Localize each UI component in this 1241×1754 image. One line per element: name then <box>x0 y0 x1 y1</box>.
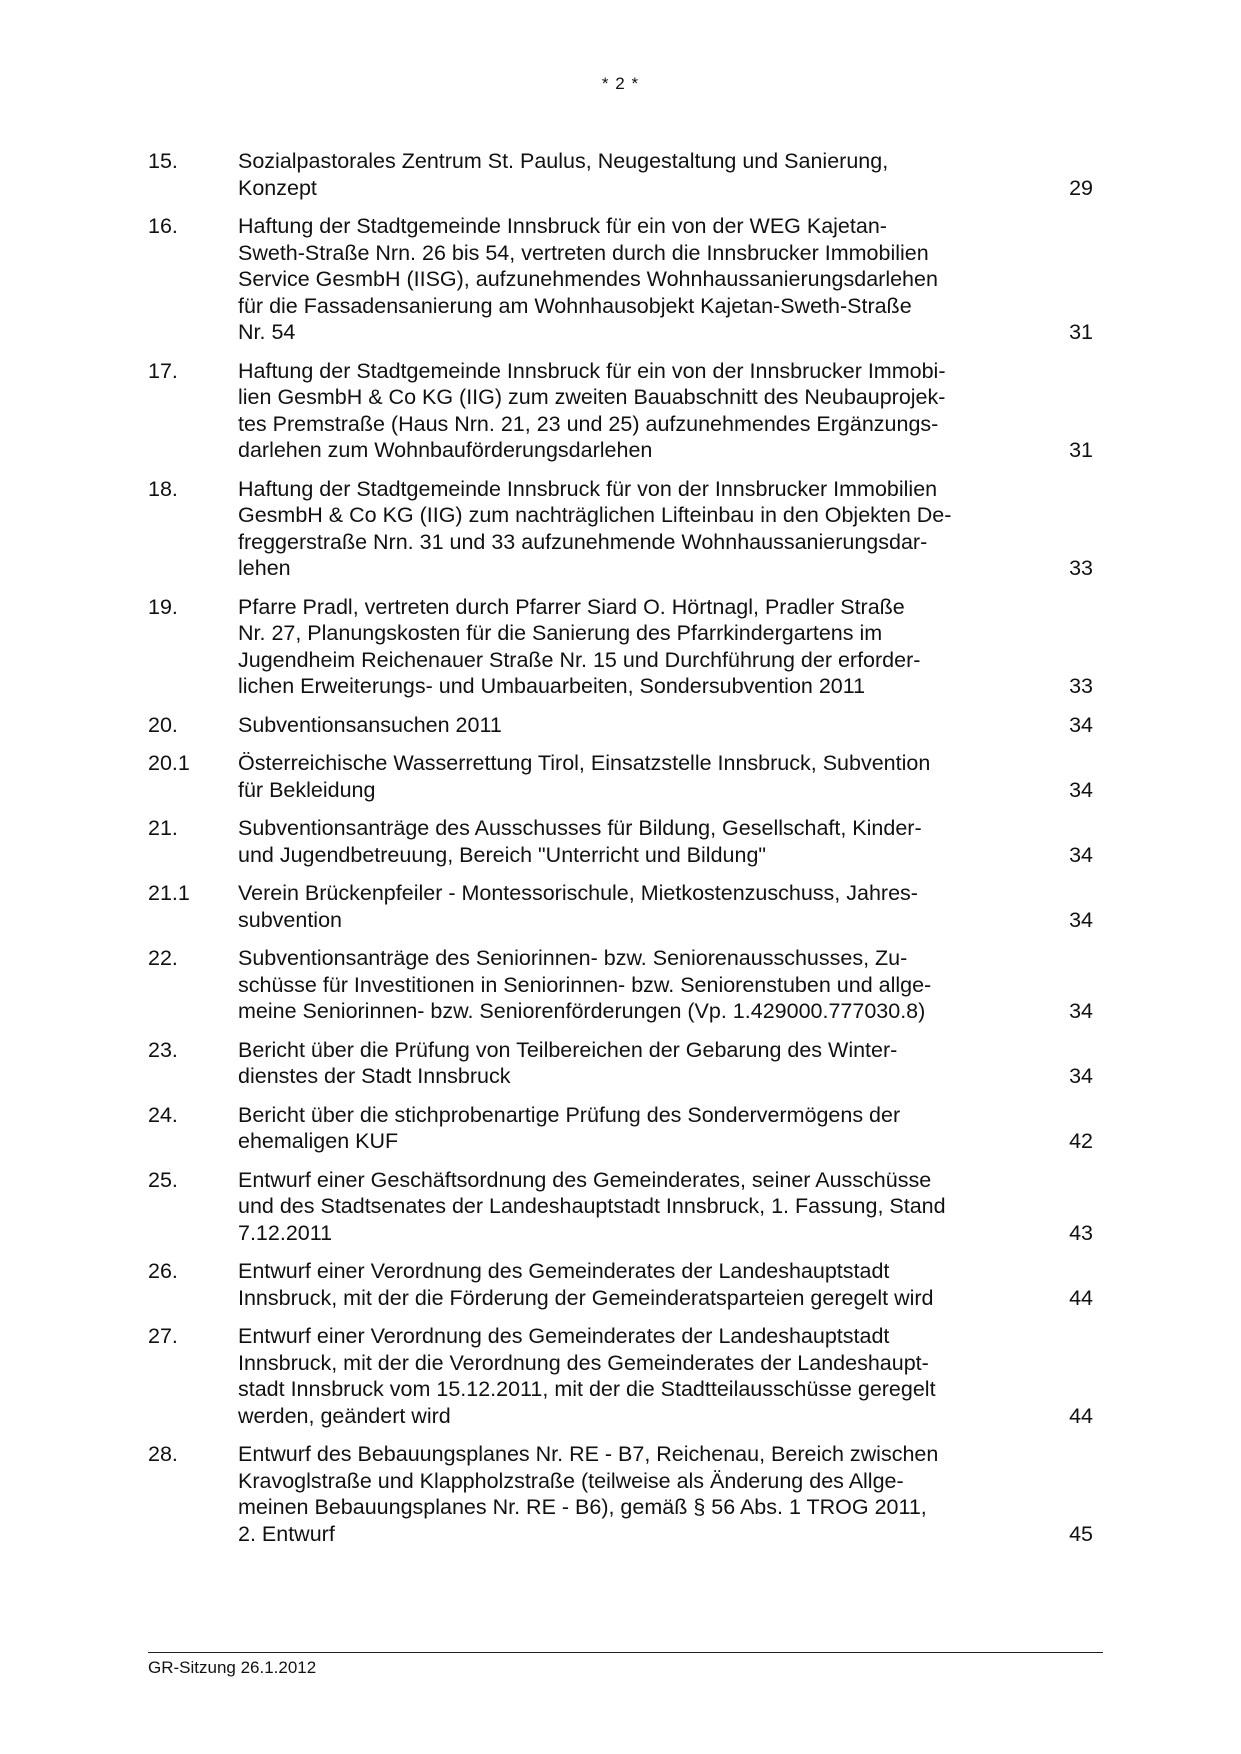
toc-entry-title-line: Konzept <box>238 175 317 200</box>
toc-entry-title-line: werden, geändert wird <box>238 1403 451 1428</box>
toc-entry-title-line: Subventionsansuchen 2011 <box>238 712 502 737</box>
toc-entry-title-line: schüsse für Investitionen in Seniorinnen- bzw. Seniorenstuben und allge- <box>238 972 932 997</box>
toc-entry-page: 34 <box>1069 842 1093 867</box>
toc-entry <box>148 1167 1093 1247</box>
toc-entry-number: 19. <box>148 594 178 619</box>
toc-entry-title-line: Verein Brückenpfeiler - Montessorischule, Mietkostenzuschuss, Jahres- <box>238 881 918 905</box>
toc-entry-title-line: Entwurf einer Geschäftsordnung des Gemeinderates, seiner Ausschüsse <box>238 1167 932 1192</box>
toc-entry-page: 42 <box>1069 1129 1093 1153</box>
toc-entry-title-line: Subventionsanträge des Ausschusses für Bildung, Gesellschaft, Kinder- <box>238 816 922 840</box>
toc-entry-title <box>238 148 1018 201</box>
toc-entry-title-line: Jugendheim Reichenauer Straße Nr. 15 und Durchführung der erforder- <box>238 647 921 672</box>
toc-entry-page: 34 <box>1069 712 1093 737</box>
toc-entry-number: 25. <box>148 1167 178 1192</box>
toc-entry-title-line: freggerstraße Nrn. 31 und 33 aufzunehmende Wohnhaussanierungsdar- <box>238 529 928 554</box>
toc-entry-title-line: 2. Entwurf <box>238 1521 335 1546</box>
toc-entry-title <box>238 476 1018 582</box>
toc-entry-title-line: und des Stadtsenates der Landeshauptstadt Innsbruck, 1. Fassung, Stand <box>238 1194 946 1218</box>
toc-entry-title-line: 7.12.2011 <box>238 1220 333 1245</box>
toc-entry-title-line: Entwurf einer Verordnung des Gemeinderates der Landeshauptstadt <box>238 1324 890 1348</box>
toc-entry-title-line: tes Premstraße (Haus Nrn. 21, 23 und 25) aufzunehmendes Ergänzungs- <box>238 411 939 436</box>
toc-entry-page: 33 <box>1069 674 1093 698</box>
toc-entry-title <box>238 594 1018 700</box>
toc-entry-title <box>238 945 1018 1025</box>
toc-entry-title-line: Innsbruck, mit der die Verordnung des Gemeinderates der Landeshaupt- <box>238 1350 929 1375</box>
toc-entry <box>148 1441 1093 1547</box>
toc-entry-number: 27. <box>148 1324 178 1348</box>
table-of-contents <box>148 148 1093 1559</box>
toc-entry <box>148 1323 1093 1429</box>
page-number: * 2 * <box>601 74 640 93</box>
toc-entry <box>148 945 1093 1025</box>
toc-entry-page: 29 <box>1069 175 1093 200</box>
toc-entry <box>148 476 1093 582</box>
toc-entry-title-line: lehen <box>238 556 291 580</box>
toc-entry-title <box>238 358 1018 464</box>
toc-entry-page: 34 <box>1069 999 1093 1023</box>
toc-entry-title <box>238 1441 1018 1547</box>
toc-entry-title-line: Service GesmbH (IISG), aufzunehmendes Wohnhaussanierungsdarlehen <box>238 267 938 291</box>
toc-entry-number: 21.1 <box>148 881 190 905</box>
toc-entry-title-line: meinen Bebauungsplanes Nr. RE - B6), gemäß § 56 Abs. 1 TROG 2011, <box>238 1495 927 1519</box>
toc-entry-title <box>238 750 1018 803</box>
toc-entry <box>148 712 1093 739</box>
toc-entry-number: 24. <box>148 1102 178 1127</box>
toc-entry-title-line: ehemaligen KUF <box>238 1129 399 1153</box>
toc-entry-number: 15. <box>148 149 178 173</box>
toc-entry <box>148 148 1093 201</box>
toc-entry-page: 34 <box>1069 1064 1093 1088</box>
toc-entry-title <box>238 1167 1018 1247</box>
toc-entry-number: 21. <box>148 816 178 840</box>
toc-entry-title-line: Entwurf einer Verordnung des Gemeinderates der Landeshauptstadt <box>238 1259 890 1283</box>
toc-entry-title <box>238 1323 1018 1429</box>
footer-session-date: GR-Sitzung 26.1.2012 <box>148 1658 317 1677</box>
toc-entry-title-line: für Bekleidung <box>238 777 376 802</box>
toc-entry-title-line: Innsbruck, mit der die Förderung der Gemeinderatsparteien geregelt wird <box>238 1285 934 1310</box>
toc-entry-title-line: Österreichische Wasserrettung Tirol, Einsatzstelle Innsbruck, Subvention <box>238 751 931 775</box>
toc-entry <box>148 594 1093 700</box>
toc-entry-title-line: Bericht über die Prüfung von Teilbereichen der Gebarung des Winter- <box>238 1037 898 1062</box>
toc-entry-number: 18. <box>148 476 178 501</box>
toc-entry-title-line: lien GesmbH & Co KG (IIG) zum zweiten Bauabschnitt des Neubauprojek- <box>238 385 946 409</box>
toc-entry-number: 28. <box>148 1442 178 1466</box>
toc-entry-title-line: Pfarre Pradl, vertreten durch Pfarrer Siard O. Hörtnagl, Pradler Straße <box>238 594 905 619</box>
toc-entry-title-line: subvention <box>238 907 342 932</box>
toc-entry-title-line: Sweth-Straße Nrn. 26 bis 54, vertreten durch die Innsbrucker Immobilien <box>238 240 929 265</box>
toc-entry-title-line: GesmbH & Co KG (IIG) zum nachträglichen Lifteinbau in den Objekten De- <box>238 503 952 527</box>
toc-entry-number: 20.1 <box>148 751 190 775</box>
toc-entry-title-line: lichen Erweiterungs- und Umbauarbeiten, Sondersubvention 2011 <box>238 674 866 698</box>
toc-entry <box>148 1037 1093 1090</box>
toc-entry-number: 20. <box>148 712 178 737</box>
toc-entry-title-line: Sozialpastorales Zentrum St. Paulus, Neugestaltung und Sanierung, <box>238 149 889 173</box>
toc-entry-number: 22. <box>148 946 178 970</box>
toc-entry-title <box>238 213 1018 346</box>
toc-entry-title-line: Entwurf des Bebauungsplanes Nr. RE - B7, Reichenau, Bereich zwischen <box>238 1442 939 1466</box>
toc-entry <box>148 815 1093 868</box>
toc-entry-title-line: Haftung der Stadtgemeinde Innsbruck für ein von der WEG Kajetan- <box>238 214 887 238</box>
toc-entry-title-line: und Jugendbetreuung, Bereich "Unterricht und Bildung" <box>238 842 767 867</box>
toc-entry-number: 26. <box>148 1259 178 1283</box>
toc-entry-title-line: Haftung der Stadtgemeinde Innsbruck für ein von der Innsbrucker Immobi- <box>238 358 946 383</box>
toc-entry-page: 43 <box>1069 1220 1093 1245</box>
toc-entry-page: 33 <box>1069 556 1093 580</box>
toc-entry-number: 16. <box>148 214 178 238</box>
toc-entry-title-line: Nr. 27, Planungskosten für die Sanierung des Pfarrkindergartens im <box>238 621 883 645</box>
toc-entry-page: 31 <box>1069 320 1093 344</box>
toc-entry <box>148 1102 1093 1155</box>
toc-entry-page: 34 <box>1069 907 1093 932</box>
toc-entry-page: 44 <box>1069 1285 1093 1310</box>
toc-entry-page: 44 <box>1069 1403 1093 1428</box>
footer-divider <box>148 1652 1103 1653</box>
toc-entry <box>148 358 1093 464</box>
toc-entry <box>148 750 1093 803</box>
toc-entry-title-line: darlehen zum Wohnbauförderungsdarlehen <box>238 438 653 462</box>
toc-entry-title-line: Subventionsanträge des Seniorinnen- bzw. Seniorenausschusses, Zu- <box>238 946 908 970</box>
toc-entry-title <box>238 1102 1018 1155</box>
toc-entry-page: 34 <box>1069 777 1093 802</box>
toc-entry-page: 31 <box>1069 438 1093 462</box>
toc-entry-title <box>238 1258 1018 1311</box>
toc-entry-title-line: Haftung der Stadtgemeinde Innsbruck für von der Innsbrucker Immobilien <box>238 476 938 501</box>
toc-entry-title <box>238 1037 1018 1090</box>
toc-entry-title-line: meine Seniorinnen- bzw. Seniorenförderungen (Vp. 1.429000.777030.8) <box>238 999 926 1023</box>
toc-entry-number: 17. <box>148 358 178 383</box>
toc-entry-title-line: Bericht über die stichprobenartige Prüfung des Sondervermögens der <box>238 1102 901 1127</box>
toc-entry-title-line: Kravoglstraße und Klappholzstraße (teilweise als Änderung des Allge- <box>238 1468 904 1493</box>
toc-entry-title-line: Nr. 54 <box>238 320 296 344</box>
toc-entry-title-line: dienstes der Stadt Innsbruck <box>238 1064 511 1088</box>
toc-entry-page: 45 <box>1069 1521 1093 1546</box>
toc-entry <box>148 213 1093 346</box>
toc-entry <box>148 1258 1093 1311</box>
toc-entry-title <box>238 880 1018 933</box>
toc-entry-title <box>238 712 1018 739</box>
toc-entry-title-line: stadt Innsbruck vom 15.12.2011, mit der die Stadtteilausschüsse geregelt <box>238 1377 936 1401</box>
toc-entry <box>148 880 1093 933</box>
toc-entry-title-line: für die Fassadensanierung am Wohnhausobjekt Kajetan-Sweth-Straße <box>238 293 912 318</box>
toc-entry-number: 23. <box>148 1037 178 1062</box>
toc-entry-title <box>238 815 1018 868</box>
